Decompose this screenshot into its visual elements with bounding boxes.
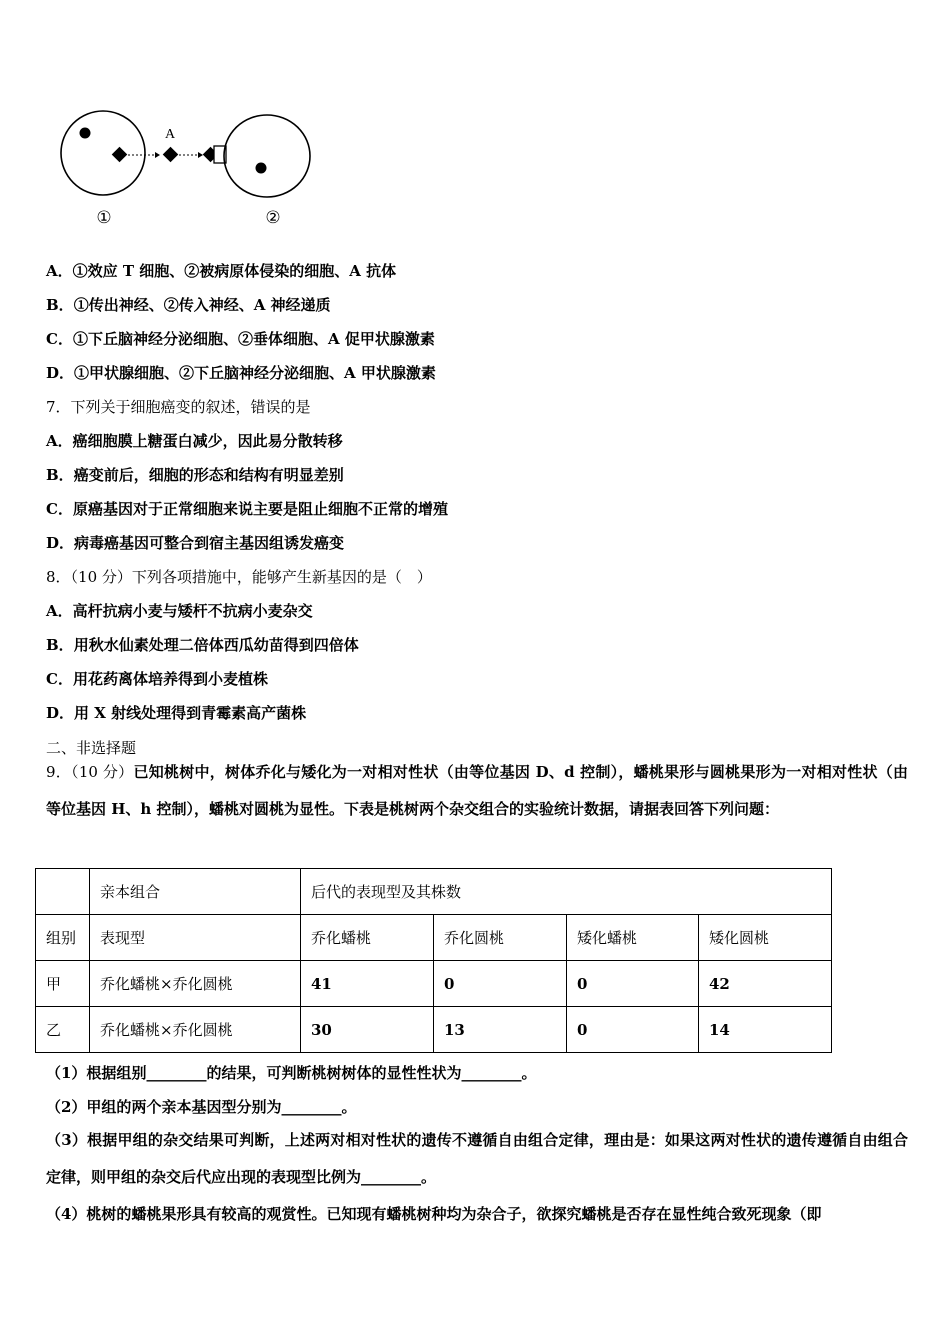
row-phenotype: 乔化蟠桃×乔化圆桃: [90, 1007, 301, 1053]
row-count: 0: [567, 961, 699, 1007]
q8-option-d: D．用 X 射线处理得到青霉素高产菌株: [46, 704, 307, 722]
table-cell-empty: [36, 869, 90, 915]
header-offspring: 后代的表现型及其株数: [301, 869, 832, 915]
table-row: [36, 1007, 832, 1053]
q9-stem: 9．（10 分）已知桃树中，树体乔化与矮化为一对相对性状（由等位基因 D、d 控制），蟠桃果形与圆桃果形为一对相对性状（由等位基因 H、h 控制），蟠桃对圆桃为显性。下表是桃树两个杂交组合的实验统计数据，请据表回答下列问题：: [46, 763, 908, 818]
signal-molecule-A: [163, 147, 179, 163]
q8-option-c: C．用花药离体培养得到小麦植株: [46, 670, 268, 688]
signal-molecule-1: [112, 147, 128, 163]
q9-sub2: （2）甲组的两个亲本基因型分别为________。: [46, 1098, 357, 1116]
cell-2-nucleus: [256, 163, 267, 174]
q9-sub4: （4）桃树的蟠桃果形具有较高的观赏性。已知现有蟠桃树种均为杂合子，欲探究蟠桃是否存在显性纯合致死现象（即: [46, 1205, 822, 1223]
q7-option-b: B．癌变前后，细胞的形态和结构有明显差别: [46, 466, 344, 484]
row-count: 0: [434, 961, 567, 1007]
table-row: [36, 961, 832, 1007]
header-parent: 亲本组合: [90, 869, 301, 915]
row-count: 41: [301, 961, 434, 1007]
cell-1: [61, 111, 145, 195]
cell-1-nucleus: [80, 128, 91, 139]
q7-option-d: D．病毒癌基因可整合到宿主基因组诱发癌变: [46, 534, 345, 552]
results-table: [35, 868, 832, 1053]
col-offspring: 乔化蟠桃: [301, 915, 434, 961]
row-count: 13: [434, 1007, 567, 1053]
row-group: 乙: [36, 1007, 90, 1053]
label-A: A: [164, 127, 176, 142]
q6-option-a: A．①效应 T 细胞、②被病原体侵染的细胞、A 抗体: [46, 262, 397, 280]
cell-2: [224, 115, 310, 197]
cell-signaling-diagram: [55, 105, 325, 235]
q9-sub1: （1）根据组别________的结果，可判断桃树树体的显性性状为________。: [46, 1064, 537, 1082]
table-header-row: [36, 869, 832, 915]
cell-2-label: ②: [265, 208, 281, 228]
table-subheader-row: [36, 915, 832, 961]
q8-option-a: A．高杆抗病小麦与矮杆不抗病小麦杂交: [46, 602, 313, 620]
row-count: 30: [301, 1007, 434, 1053]
row-count: 14: [699, 1007, 832, 1053]
q6-option-d: D．①甲状腺细胞、②下丘脑神经分泌细胞、A 甲状腺激素: [46, 364, 436, 382]
row-count: 42: [699, 961, 832, 1007]
col-group: 组别: [36, 915, 90, 961]
q8-option-b: B．用秋水仙素处理二倍体西瓜幼苗得到四倍体: [46, 636, 359, 654]
q9-sub3: （3）根据甲组的杂交结果可判断，上述两对相对性状的遗传不遵循自由组合定律，理由是：如果这两对性状的遗传遵循自由组合定律，则甲组的杂交后代应出现的表现型比例为________。: [46, 1131, 908, 1186]
col-offspring: 乔化圆桃: [434, 915, 567, 961]
col-offspring: 矮化圆桃: [699, 915, 832, 961]
cell-1-label: ①: [96, 208, 112, 228]
q7-option-c: C．原癌基因对于正常细胞来说主要是阻止细胞不正常的增殖: [46, 500, 448, 518]
row-group: 甲: [36, 961, 90, 1007]
col-offspring: 矮化蟠桃: [567, 915, 699, 961]
arrowhead-1: [155, 152, 160, 158]
col-phenotype: 表现型: [90, 915, 301, 961]
q7-stem: 7．下列关于细胞癌变的叙述，错误的是: [46, 398, 311, 416]
row-phenotype: 乔化蟠桃×乔化圆桃: [90, 961, 301, 1007]
arrowhead-2: [198, 152, 203, 158]
row-count: 0: [567, 1007, 699, 1053]
section-title: 二、非选择题: [46, 739, 137, 757]
q6-option-b: B．①传出神经、②传入神经、A 神经递质: [46, 296, 331, 314]
q7-option-a: A．癌细胞膜上糖蛋白减少，因此易分散转移: [46, 432, 343, 450]
q8-stem: 8．（10 分）下列各项措施中，能够产生新基因的是（ ）: [46, 568, 432, 586]
q6-option-c: C．①下丘脑神经分泌细胞、②垂体细胞、A 促甲状腺激素: [46, 330, 435, 348]
